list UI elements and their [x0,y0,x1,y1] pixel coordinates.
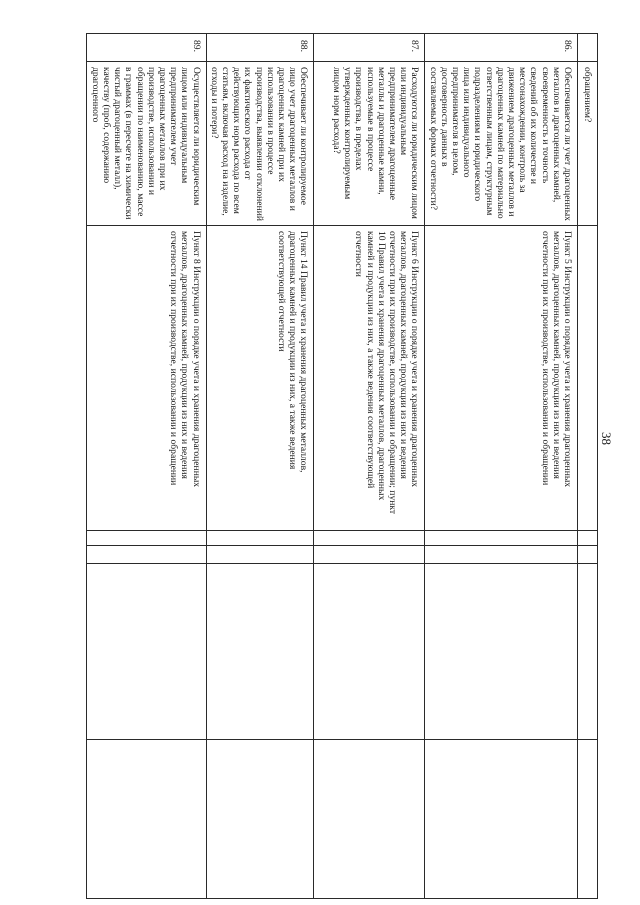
continued-no-cell [578,546,598,564]
row-note-cell [87,740,206,899]
checklist-table-container [89,33,598,898]
continued-reference-cell [578,226,598,531]
row-reference: Пункт 8 Инструкции о порядке учета и хранения драгоценных металлов, драгоценных камней, продукции из них и ведения отчетности при их производстве, использовании и обращении [87,226,206,531]
row-note-cell [206,740,314,899]
continued-na-cell [578,564,598,740]
continued-row [578,34,598,899]
row-reference: Пункт 5 Инструкции о порядке учета и хранения драгоценных металлов, драгоценных камней, продукции из них и ведения отчетности при их производстве, использовании и обращении [425,226,578,531]
row-na-cell [206,564,314,740]
row-no-cell [87,546,206,564]
row-number: 89. [87,34,206,62]
row-question: Расходуются ли юридическим лицом или индивидуальным предпринимателем драгоценные металлы и драгоценные камни, используемые в процессе производства, в пределах утвержденных контролируемым лицом норм расхода? [314,62,425,226]
table-row [314,34,425,899]
continued-question-cell: обращением? [578,62,598,226]
row-note-cell [314,740,425,899]
page-number: 38 [599,432,614,445]
table-row [425,34,578,899]
continued-note-cell [578,740,598,899]
row-reference: Пункт 6 Инструкции о порядке учета и хранения драгоценных металлов, драгоценных камней, продукции из них и ведения отчетности при их производстве, использовании и обращении; пункт 10 Правил учета и хранения драгоценных металлов, драгоценных камней и продукции из них, а также ведения соответствующей отчетности [314,226,425,531]
continued-yes-cell [578,531,598,546]
row-yes-cell [425,531,578,546]
checklist-table [87,33,599,899]
row-number: 86. [425,34,578,62]
row-question: Обеспечивается ли учет драгоценных металлов и драгоценных камней, своевременность и точность сведений об их количестве и местонахождении, контроль за движением драгоценных металлов и драгоценных камней по материально ответственным лицам, структурным подразделениям и юридического лица или индивидуального предпринимателя в целом, достоверность данных в составляемых формах отчетности? [425,62,578,226]
row-question: Обеспечивает ли контролируемое лицо учет драгоценных металлов и драгоценных камней при их использовании в процессе производства, выявлении отклонений их фактического расхода от действующих норм расхода по всем статьям, включая расход на изделие, отходы и потери? [206,62,314,226]
continued-num-cell [578,34,598,62]
row-no-cell [425,546,578,564]
table-row [87,34,206,899]
row-no-cell [206,546,314,564]
row-yes-cell [314,531,425,546]
row-na-cell [425,564,578,740]
row-yes-cell [206,531,314,546]
row-yes-cell [87,531,206,546]
table-row [206,34,314,899]
row-no-cell [314,546,425,564]
row-note-cell [425,740,578,899]
row-na-cell [314,564,425,740]
row-number: 88. [206,34,314,62]
row-question: Осуществляется ли юридическим лицом или индивидуальным предпринимателем учет драгоценных металлов при их производстве, использовании и обращении по наименованию, массе в граммах (в пересчете на химически чистый драгоценный металл), качеству (проб, содержанию драгоценного [87,62,206,226]
row-number: 87. [314,34,425,62]
row-na-cell [87,564,206,740]
row-reference: Пункт 14 Правил учета и хранения драгоценных металлов, драгоценных камней и продукции из них, а также ведения соответствующей отчетности [206,226,314,531]
